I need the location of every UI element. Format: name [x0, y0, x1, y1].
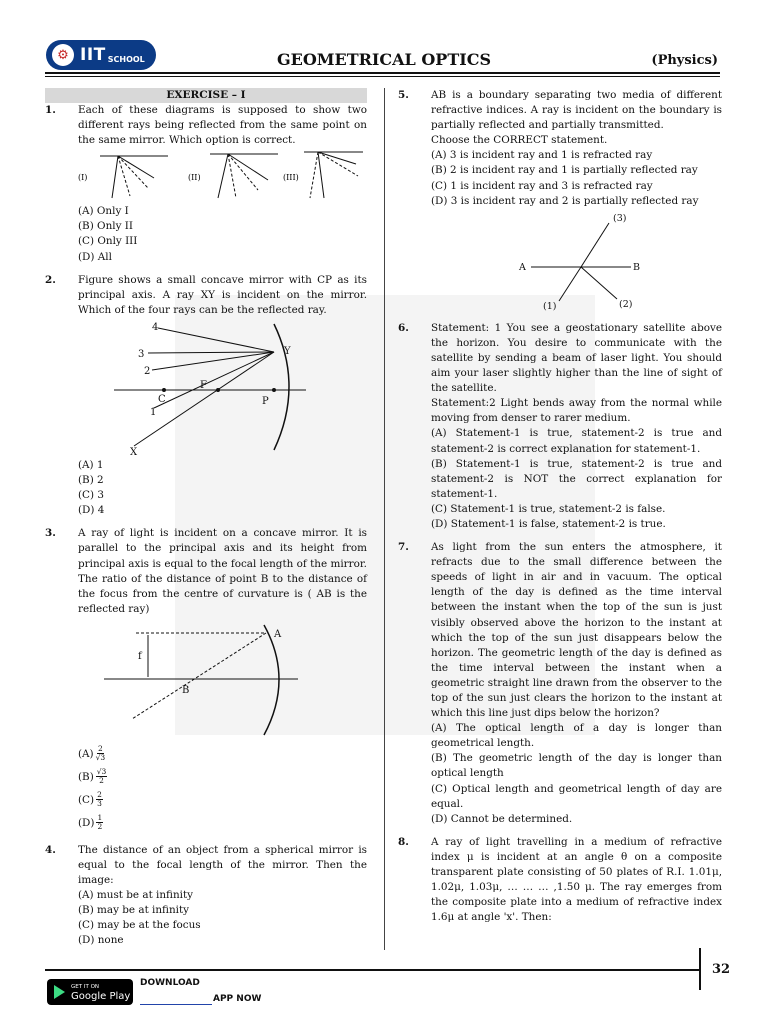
point-y-label: Y [284, 345, 291, 357]
question-stem: As light from the sun enters the atmosphere, it refracts due to the small difference between the speeds of light in air and in vacuum. The optical length of the day is defined as the time interval between the instant when the top of the sun is just visibly observed above the horizon to the instant at which the top of the sun just disappears below the horizon. The geometric length of the day is defined as the time interval between the instant when a geometric straight line drawn from the observer to the top of the sun just clears the horizon to the instant at which this line just dips below the horizon? [431, 541, 722, 720]
option[interactable]: (C) may be at the focus [78, 919, 201, 932]
page-title: GEOMETRICAL OPTICS [276, 50, 491, 69]
ray-label-1: (1) [543, 300, 557, 311]
play-store-icon [54, 985, 65, 999]
app-link-underline[interactable] [140, 1004, 212, 1005]
concave-mirror-ratio-diagram [78, 619, 363, 741]
option[interactable]: (C) $\frac{2}{3}$ [78, 790, 102, 809]
question-stem: AB is a boundary separating two media of different refractive indices. A ray is incident on the boundary is partially reflected and partially transmitted. [431, 89, 722, 132]
option[interactable]: (B) 2 [78, 474, 104, 487]
question-2 [45, 273, 367, 519]
option[interactable]: (C) Only III [78, 235, 138, 248]
boundary-b-label: B [633, 261, 640, 273]
app-now-label: APP NOW [213, 994, 262, 1004]
ray-label-3: 3 [138, 348, 145, 360]
ray-label-1: 1 [150, 406, 157, 418]
statement-1: Statement: 1 You see a geostationary satellite above the horizon. You desire to communicate with the satellite by sending a beam of laser light. You should aim your laser slightly higher than the line of sight of the satellite. [431, 321, 722, 395]
badge-store-name: Google Play [71, 991, 131, 1002]
option[interactable]: (B) Only II [78, 220, 133, 233]
reflection-diagrams [78, 150, 363, 202]
point-a-label: A [274, 628, 282, 640]
fig-label-i: (I) [78, 173, 88, 183]
footer-rule [45, 969, 700, 971]
fig-label-ii: (II) [188, 173, 201, 183]
logo-icon: ⚙ [52, 44, 74, 66]
header-rule-top [45, 72, 720, 74]
statement-2: Statement:2 Light bends away from the normal while moving from denser to rarer medium. [431, 397, 722, 425]
boundary-a-label: A [519, 261, 526, 273]
option[interactable]: (A) The optical length of a day is longer than geometrical length. [431, 722, 722, 750]
option[interactable]: (A) Only I [78, 205, 129, 218]
question-8 [398, 835, 722, 926]
left-column [45, 88, 367, 957]
question-number: 6. [398, 321, 409, 334]
question-stem: A ray of light travelling in a medium of refractive index μ is incident at an angle θ on a composite transparent plate consisting of 50 plates of R.I. 1.01μ, 1.02μ, 1.03μ, … … … ,1.50 μ. The ray emerges from the composite plate into a medium of refractive index 1.6μ at angle 'x'. Then: [431, 835, 722, 924]
point-f-label: F [200, 379, 207, 391]
header-rule-bottom [45, 76, 720, 77]
option[interactable]: (A) $\frac{2}{√3}$ [78, 744, 106, 763]
fig-label-iii: (III) [283, 173, 299, 183]
option[interactable]: (D) 3 is incident ray and 2 is partially reflected ray [431, 194, 699, 207]
google-play-badge[interactable] [47, 979, 133, 1005]
question-number: 5. [398, 89, 409, 101]
option[interactable]: (D) $\frac{1}{2}$ [78, 813, 103, 832]
question-number: 1. [45, 104, 56, 116]
question-stem: A ray of light is incident on a concave mirror. It is parallel to the principal axis and its height from principal axis is equal to the focal length of the mirror. The ratio of the distance of point B to the distance of the focus from the centre of curvature is ( AB is the reflected ray) [78, 527, 367, 615]
question-3 [45, 526, 367, 835]
option[interactable]: (B) 2 is incident ray and 1 is partially reflected ray [431, 164, 698, 177]
question-1 [45, 103, 367, 265]
option[interactable]: (B) The geometric length of the day is longer than optical length [431, 752, 722, 780]
option[interactable]: (C) 3 [78, 489, 104, 502]
question-4 [45, 843, 367, 949]
ray-label-2: 2 [144, 365, 151, 377]
exercise-title: EXERCISE – I [45, 88, 367, 103]
option[interactable]: (B) may be at infinity [78, 904, 190, 917]
question-6 [398, 321, 722, 532]
option[interactable]: (A) 3 is incident ray and 1 is refracted ray [431, 149, 653, 162]
ray-label-3: (3) [613, 212, 627, 224]
option[interactable]: (B) Statement-1 is true, statement-2 is true and statement-2 is NOT the correct explanation for statement-1. [431, 457, 722, 500]
option[interactable]: (D) Cannot be determined. [431, 812, 573, 825]
question-instruction: Choose the CORRECT statement. [431, 134, 608, 147]
option[interactable]: (B) $\frac{√3}{2}$ [78, 767, 107, 786]
concave-mirror-diagram [78, 320, 363, 456]
subject-label: (Physics) [651, 53, 718, 68]
option[interactable]: (D) All [78, 250, 112, 263]
option[interactable]: (A) 1 [78, 458, 104, 471]
option[interactable]: (D) 4 [78, 504, 105, 517]
page-number: 32 [712, 962, 731, 977]
question-stem: Each of these diagrams is supposed to show two different rays being reflected from the same point on the same mirror. Which option is correct. [78, 104, 367, 147]
footer-divider [699, 948, 701, 990]
question-number: 4. [45, 843, 56, 856]
point-x-label: X [130, 446, 138, 456]
option[interactable]: (A) must be at infinity [78, 889, 194, 902]
question-number: 3. [45, 527, 56, 540]
option[interactable]: (C) 1 is incident ray and 3 is refracted ray [431, 179, 653, 192]
option[interactable]: (A) Statement-1 is true, statement-2 is true and statement-2 is correct explanation for statement-1. [431, 427, 722, 455]
option[interactable]: (C) Optical length and geometrical length of day are equal. [431, 782, 722, 810]
column-divider [384, 88, 385, 950]
question-stem: Figure shows a small concave mirror with CP as its principal axis. A ray XY is incident on the mirror. Which of the four rays can be the reflected ray. [78, 273, 367, 316]
point-b-label: B [182, 684, 190, 696]
right-column [398, 88, 722, 933]
ray-label-4: 4 [152, 321, 159, 333]
point-p-label: P [262, 395, 269, 407]
option[interactable]: (D) none [78, 934, 124, 947]
boundary-rays-diagram [431, 211, 721, 311]
option[interactable]: (C) Statement-1 is true, statement-2 is false. [431, 502, 666, 515]
logo-text: IIT [80, 45, 106, 65]
question-5 [398, 88, 722, 313]
question-7 [398, 540, 722, 827]
focal-length-label: f [138, 650, 142, 662]
question-number: 7. [398, 541, 409, 554]
logo-subtext: SCHOOL [107, 54, 145, 64]
question-number: 8. [398, 835, 409, 848]
question-number: 2. [45, 273, 56, 286]
download-label: DOWNLOAD [140, 978, 200, 988]
badge-small-text: GET IT ON [71, 984, 100, 990]
ray-label-2: (2) [619, 298, 633, 310]
question-stem: The distance of an object from a spherical mirror is equal to the focal length of the mirror. Then the image: [78, 843, 367, 887]
point-c-label: C [158, 393, 166, 405]
option[interactable]: (D) Statement-1 is false, statement-2 is true. [431, 517, 666, 530]
